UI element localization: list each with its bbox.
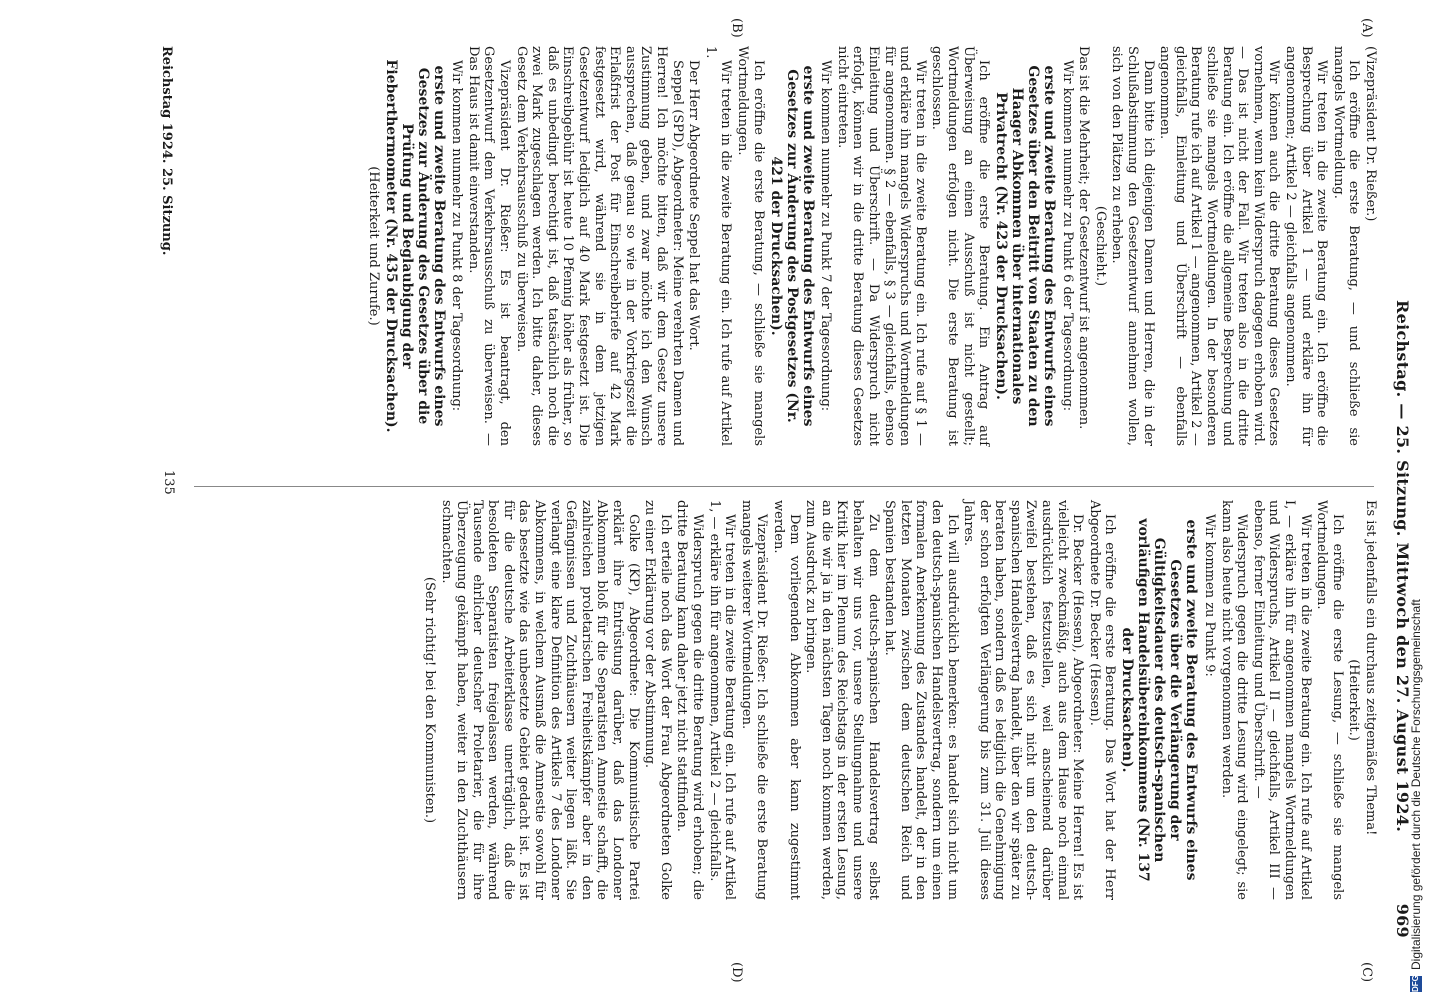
paragraph: Wir treten in die zweite Beratung ein. Ich rufe auf Artikel 1. bbox=[702, 46, 734, 446]
paragraph: Ich eröffne die erste Beratung. Ein Antrag auf Überweisung an einen Ausschuß ist nicht gestellt; Wortmeldungen erfolgen nicht. Die erste Beratung ist geschlossen. bbox=[929, 46, 992, 446]
agenda-item: erste und zweite Beratung des Entwurfs eines Gesetzes über die Verlängerung der Gültigkeitsdauer des deutsch-spanischen vorläufigen Handelsübereinkommens (Nr. 137 der Drucksachen). bbox=[1119, 518, 1200, 882]
paragraph: Ich erteile noch das Wort der Frau Abgeordneten Golke zu einer Erklärung vor der Abstimmung. bbox=[642, 500, 673, 900]
paragraph: Ich eröffne die erste Beratung, — und schließe sie mangels Wortmeldung. bbox=[1330, 46, 1362, 446]
header-title: Reichstag. — 25. Sitzung. Mittwoch den 27. August 1924. bbox=[1393, 300, 1412, 833]
agenda-item: erste und zweite Beratung des Entwurfs eines Gesetzes über den Beitritt von Staaten zu den Haager Abkommen über internationales Privatrecht (Nr. 423 der Drucksachen). bbox=[993, 65, 1058, 427]
paragraph: Ich eröffne die erste Beratung, — schließe sie mangels Wortmeldungen. bbox=[735, 46, 766, 446]
left-column bbox=[364, 46, 1378, 446]
paragraph: Golke (KP), Abgeordnete: Die Kommunistische Partei erklärt ihre Entrüstung darüber, daß das Londoner Abkommen bloß für die Separatisten Amnestie schafft, die zahlreichen proletarischen Freiheitskämpfer aber in den Gefängnissen und Zuchthäusern weiter liegen läßt. Sie verlangt eine klare Definition des Artikels 7 des Londoner Abkommens, in welchem Ausmaß die Amnestie sowohl für das besetzte wie das unbesetzte Gebiet gedacht ist. Es ist für die deutsche Arbeiterklasse unerträglich, daß die besoldeten Separatisten freigelassen werden, während Tausende ehrlicher deutscher Proletarier, die für ihre Überzeugung gekämpft haben, weiter in den Zuchthäusern schmachten. bbox=[438, 500, 641, 900]
paragraph: Dann bitte ich diejenigen Damen und Herren, die in der Schlußabstimmung den Gesetzentwurf annehmen wollen, sich von den Plätzen zu erheben. bbox=[1109, 46, 1156, 446]
paragraph: Dem vorliegenden Abkommen aber kann zugestimmt werden. bbox=[771, 500, 802, 900]
paragraph: Widerspruch gegen die dritte Beratung wird erhoben; die dritte Beratung kann daher jetzt nicht stattfinden. bbox=[674, 500, 706, 900]
paragraph: Widerspruch gegen die dritte Lesung wird eingelegt; sie kann also heute nicht vorgenommen werden. bbox=[1218, 500, 1250, 900]
margin-letter-d: (D) bbox=[729, 962, 744, 983]
paragraph: Dr. Becker (Hessen), Abgeordneter: Meine Herren! Es ist vielleicht zweckmäßig, auch aus dem Hause noch einmal ausdrücklich festzustellen, weil anscheinend darüber Zweifel bestehen, daß es sich nicht um den deutsch-spanischen Handelsvertrag handelt, über den wir später zu beraten haben, sondern daß es lediglich die Genehmigung der schon erfolgten Verlängerung bis zum 31. Juli dieses Jahres. bbox=[961, 500, 1086, 900]
paragraph: Wir kommen nunmehr zu Punkt 6 der Tagesordnung: bbox=[1059, 60, 1075, 412]
paragraph: Ich eröffne die erste Lesung, — schließe sie mangels Wortmeldungen. bbox=[1314, 500, 1345, 900]
paragraph: (Heiterkeit und Zurufe.) bbox=[365, 166, 381, 326]
paragraph: Wir treten in die zweite Beratung ein. Ich rufe auf Artikel 1, — erkläre ihn für angenommen, Artikel 2 — gleichfalls. bbox=[706, 500, 738, 900]
margin-letter-c: (C) bbox=[1359, 962, 1374, 983]
footer-session: Reichstag 1924. 25. Sitzung. bbox=[159, 46, 174, 256]
page-number: 969 bbox=[1393, 903, 1412, 938]
paragraph: Wir treten in die zweite Beratung ein. Ich eröffne die Besprechung über Artikel 1 — und erkläre ihn für angenommen; Artikel 2 — gleichfalls angenommen. bbox=[1283, 46, 1330, 446]
footer-sheet-number: 135 bbox=[161, 470, 176, 495]
agenda-item: erste und zweite Beratung des Entwurfs eines Gesetzes zur Änderung des Gesetzes über die Prüfung und Beglaubigung der Fieberthermometer (Nr. 435 der Drucksachen). bbox=[382, 59, 447, 433]
right-column bbox=[420, 500, 1378, 900]
margin-letter-b: (B) bbox=[729, 18, 744, 38]
paragraph: Wir treten in die zweite Beratung ein. Ich rufe auf Artikel I, — erkläre ihn für angenommen mangels Wortmeldungen und Widerspruchs, Artikel II — gleichfalls, Artikel III — ebenso, ferner Einleitung und Überschrift. — bbox=[1250, 500, 1313, 900]
paragraph: Der Herr Abgeordnete Seppel hat das Wort. bbox=[686, 60, 702, 351]
paragraph: (Geschieht.) bbox=[1092, 205, 1108, 287]
paragraph: Seppel (SPD), Abgeordneter: Meine verehrten Damen und Herren! Ich möchte bitten, daß wir dem Gesetz unsere Zustimmung geben, und zwar möchte ich den Wunsch aussprechen, daß genau so wie in der Vorkriegszeit die Erlaßfrist der Post für Einschreibebriefe auf 42 Mark festgesetzt wird, während sie in dem jetzigen Gesetzentwurf lediglich auf 40 Mark festgesetzt ist. Die Einschreibgebühr ist heute 10 Pfennig höher als früher, so daß es unbedingt berechtigt ist, daß tatsächlich noch die zwei Mark zugeschlagen werden. Ich bitte daher, dieses Gesetz dem Verkehrsausschuß zu überweisen. bbox=[513, 46, 685, 446]
paragraph: Wir können auch die dritte Beratung dieses Gesetzes vornehmen, wenn kein Widerspruch dagegen erhoben wird. — Das ist nicht der Fall. Wir treten also in die dritte Beratung ein. Ich eröffne die allgemeine Besprechung und schließe sie mangels Wortmeldungen. In der besonderen Beratung rufe ich auf Artikel 1 — angenommen, Artikel 2 — gleichfalls, Einleitung und Überschrift — ebenfalls angenommen. bbox=[1157, 46, 1282, 446]
paragraph: Vizepräsident Dr. Rießer: Ich schließe die erste Beratung mangels weiterer Wortmeldungen. bbox=[738, 500, 770, 900]
paragraph: Wir kommen nunmehr zu Punkt 8 der Tagesordnung: bbox=[449, 60, 465, 412]
paragraph: (Heiterkeit.) bbox=[1346, 659, 1362, 741]
credit-text: Digitalisierung gefördert durch die Deutsche Forschungsgemeinschaft bbox=[1409, 599, 1423, 970]
column-divider bbox=[194, 486, 1374, 487]
paragraph: Es ist jedenfalls ein durchaus zeitgemäßes Thema! bbox=[1363, 500, 1378, 836]
margin-letter-a: (A) bbox=[1359, 18, 1374, 38]
paragraph: (Vizepräsident Dr. Rießer.) bbox=[1363, 46, 1378, 222]
paragraph: Ich will ausdrücklich bemerken: es handelt sich nicht um den deutsch-spanischen Handelsvertrag, sondern um einen formalen Anerkennung des Zustandes handelt, der in den letzten Monaten zwischen dem deutschen Reich und Spanien bestanden hat. bbox=[882, 500, 960, 900]
digitization-credit bbox=[1406, 8, 1426, 992]
paragraph: Vizepräsident Dr. Rießer: Es ist beantragt, den Gesetzentwurf dem Verkehrsausschuß zu überweisen. — Das Haus ist damit einverstanden. bbox=[465, 46, 513, 446]
paragraph: Ich eröffne die erste Beratung. Das Wort hat der Herr Abgeordnete Dr. Becker (Hessen). bbox=[1086, 500, 1118, 900]
paragraph: Wir treten in die zweite Beratung ein. Ich rufe auf § 1 — und erkläre ihn mangels Widerspruchs und Wortmeldungen für angenommen. § 2 — ebenfalls, § 3 — gleichfalls, ebenso Einleitung und Überschrift. — Da Widerspruch nicht erfolgt, können wir in die dritte Beratung dieses Gesetzes nicht eintreten. bbox=[834, 46, 928, 446]
dfg-logo-icon: DFG bbox=[1411, 975, 1420, 992]
paragraph: (Sehr richtig! bei den Kommunisten.) bbox=[421, 576, 437, 824]
paragraph: Zu dem deutsch-spanischen Handelsvertrag selbst behalten wir uns vor, unsere Stellungnahme und unsere Kritik hier im Plenum des Reichstags in der ersten Lesung, an die wir ja in den nächsten Tagen noch kommen werden, zum Ausdruck zu bringen. bbox=[803, 500, 881, 900]
agenda-item: erste und zweite Beratung des Entwurfs eines Gesetzes zur Änderung des Postgesetzes (Nr. 421 der Drucksachen). bbox=[767, 65, 816, 427]
paragraph: Wir kommen zu Punkt 9: bbox=[1202, 514, 1218, 677]
paragraph: Wir kommen nunmehr zu Punkt 7 der Tagesordnung: bbox=[818, 60, 834, 412]
paragraph: Das ist die Mehrheit; der Gesetzentwurf ist angenommen. bbox=[1076, 46, 1092, 430]
